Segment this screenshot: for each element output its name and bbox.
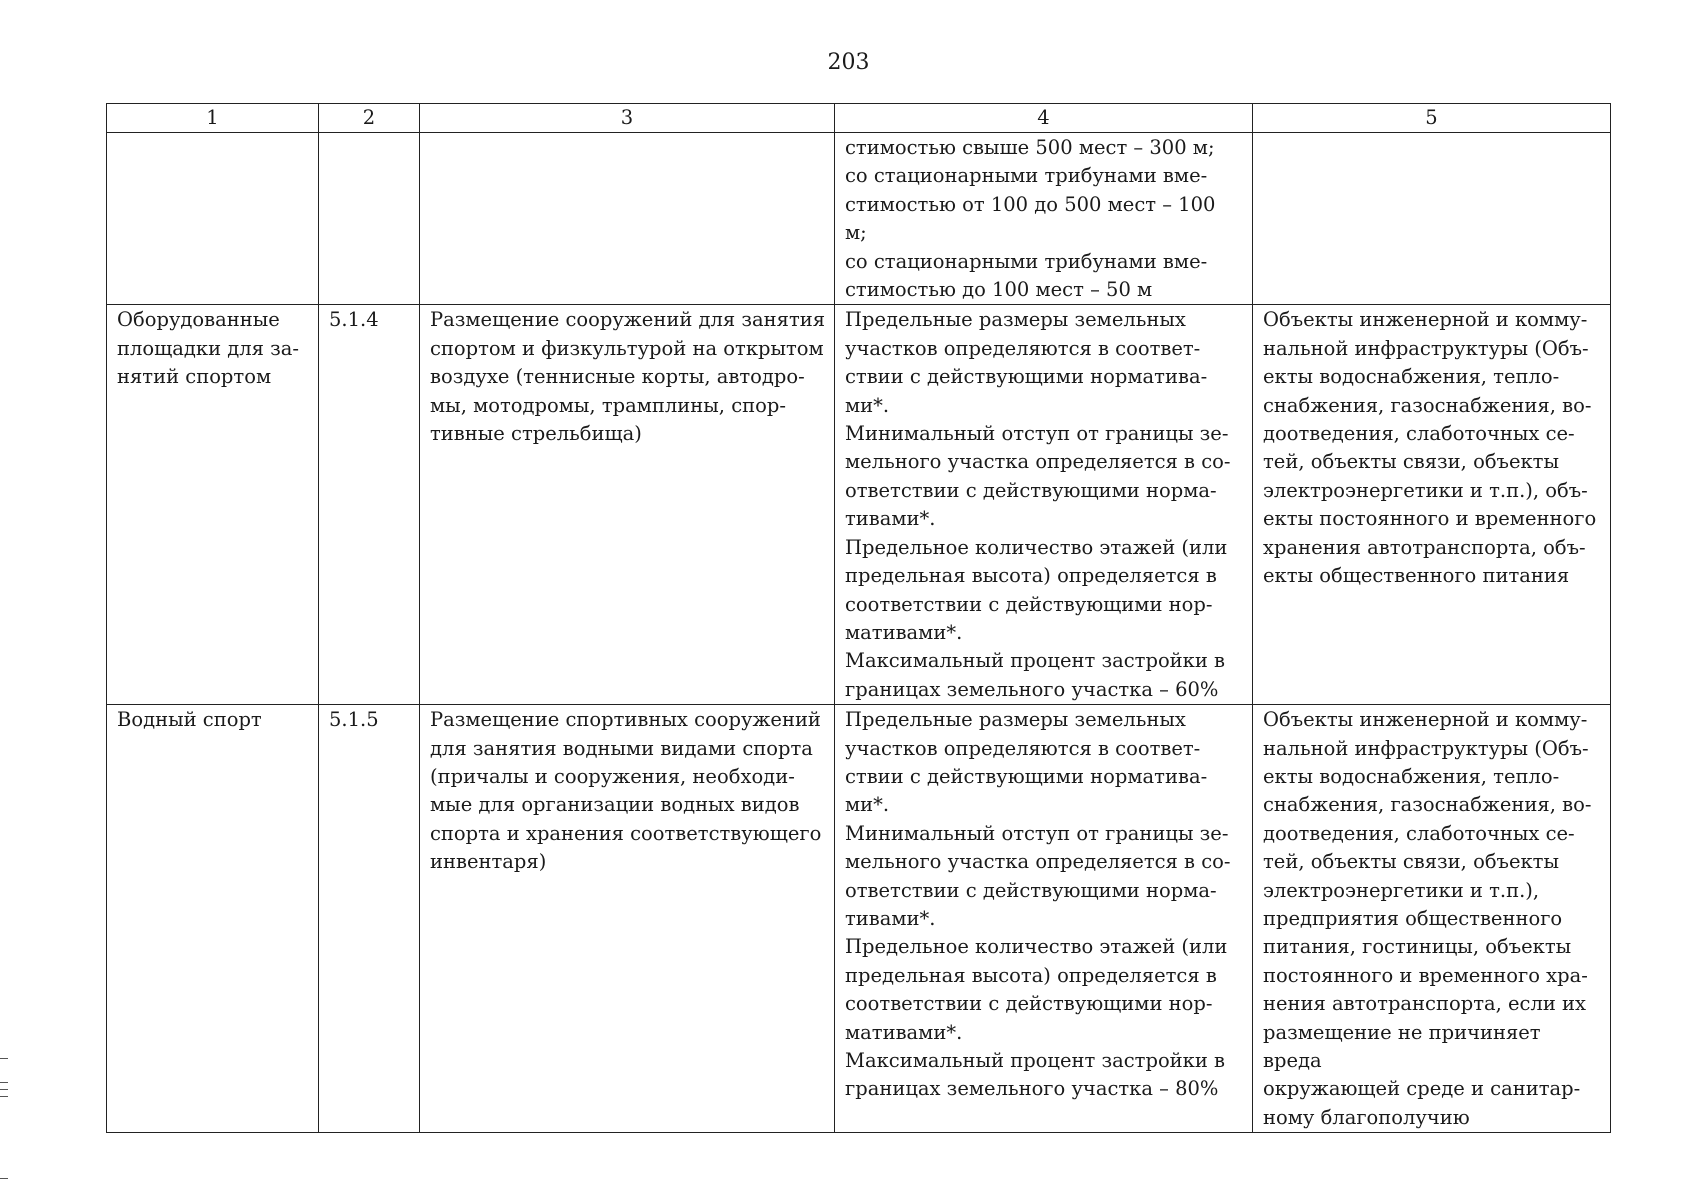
scan-margin-mark — [0, 1082, 8, 1083]
cell-text: Размещение спортивных сооружений для занятия водными видами спорта (причалы и сооружения, необходи- мые для организации водных видов спорта и хранения соответствующего инвентаря) — [430, 708, 822, 874]
cell-description — [420, 305, 835, 705]
cell-auxiliary-uses — [1253, 305, 1611, 705]
cell-text: стимостью свыше 500 мест – 300 м; со стационарными трибунами вме- стимостью от 100 до 500 мест – 100 м; со стационарными трибунами вме- стимостью до 100 мест – 50 м — [845, 136, 1216, 302]
cell-auxiliary-uses — [1253, 705, 1611, 1133]
cell-parameters — [835, 133, 1253, 305]
table-row — [107, 705, 1611, 1133]
cell-description — [420, 705, 835, 1133]
scan-margin-mark — [0, 1058, 8, 1059]
page-number: 203 — [827, 50, 870, 75]
cell-use-name — [107, 305, 319, 705]
cell-text: 5.1.5 — [329, 708, 379, 732]
header-row — [107, 104, 1611, 133]
table-row — [107, 133, 1611, 305]
cell-text: Объекты инженерной и комму- нальной инфраструктуры (Объ- екты водоснабжения, тепло- снабжения, газоснабжения, во- доотведения, слаботочных се- тей, объекты связи, объекты электроэнергетики и т.п.), объ- екты постоянного и временного хранения автотранспорта, объ- екты общественного питания — [1263, 308, 1597, 588]
column-header-3: 3 — [420, 104, 835, 133]
table-row — [107, 305, 1611, 705]
table-header — [107, 104, 1611, 133]
cell-text: Размещение сооружений для занятия спортом и физкультурой на открытом воздухе (теннисные корты, автодро- мы, мотодромы, трамплины, спор- тивные стрельбища) — [430, 308, 826, 446]
cell-use-name — [107, 705, 319, 1133]
cell-parameters — [835, 305, 1253, 705]
table-body — [107, 133, 1611, 1133]
cell-text: 5.1.4 — [329, 308, 379, 332]
scan-margin-mark — [0, 1089, 8, 1090]
cell-text: Объекты инженерной и комму- нальной инфраструктуры (Объ- екты водоснабжения, тепло- снабжения, газоснабжения, во- доотведения, слаботочных се- тей, объекты связи, объекты электроэнергетики и т.п.), предприятия общественного питания, гостиницы, объекты постоянного и временного хра- нения автотранспорта, если их размещение не причиняет вреда окружающей среде и санитар- ному благополучию — [1263, 708, 1592, 1129]
scan-margin-mark — [0, 1178, 8, 1179]
cell-description — [420, 133, 835, 305]
cell-code — [319, 133, 420, 305]
cell-code — [319, 305, 420, 705]
column-header-5: 5 — [1253, 104, 1611, 133]
scan-margin-mark — [0, 1096, 8, 1097]
cell-auxiliary-uses — [1253, 133, 1611, 305]
cell-text: Оборудованные площадки для за- нятий спортом — [117, 308, 300, 389]
regulations-table — [106, 103, 1611, 1133]
column-header-1: 1 — [107, 104, 319, 133]
cell-code — [319, 705, 420, 1133]
cell-text: Предельные размеры земельных участков определяются в соответ- ствии с действующими норматива- ми*. Минимальный отступ от границы зе- мельного участка определяется в со- ответствии с действующими норма- тивами*. Предельное количество этажей (или предельная высота) определяется в соответствии с действующими нор- мативами*. Максимальный процент застройки в границах земельного участка – 80% — [845, 708, 1231, 1101]
cell-text: Предельные размеры земельных участков определяются в соответ- ствии с действующими норматива- ми*. Минимальный отступ от границы зе- мельного участка определяется в со- ответствии с действующими норма- тивами*. Предельное количество этажей (или предельная высота) определяется в соответствии с действующими нор- мативами*. Максимальный процент застройки в границах земельного участка – 60% — [845, 308, 1231, 701]
cell-use-name — [107, 133, 319, 305]
column-header-2: 2 — [319, 104, 420, 133]
cell-parameters — [835, 705, 1253, 1133]
column-header-4: 4 — [835, 104, 1253, 133]
cell-text: Водный спорт — [117, 708, 262, 732]
